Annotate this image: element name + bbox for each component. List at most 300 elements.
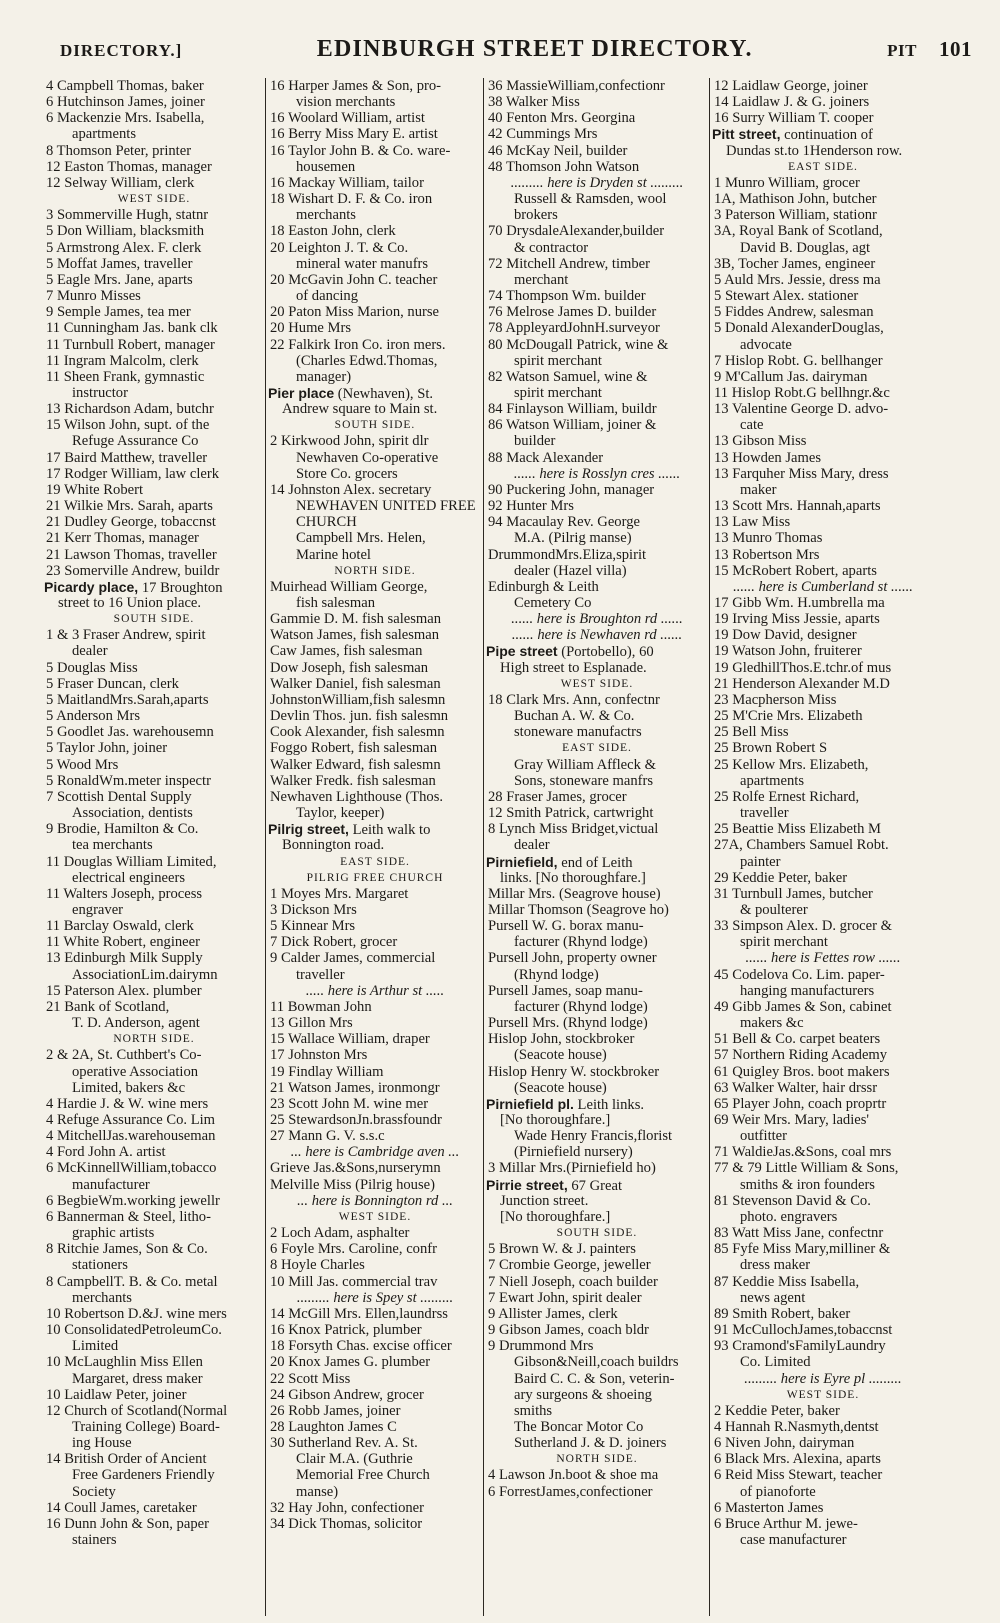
directory-entry: 63 Walker Walter, hair drssr bbox=[714, 1079, 878, 1096]
directory-entry: 4 MitchellJas.warehouseman bbox=[46, 1128, 216, 1145]
entry-continuation: The Boncar Motor Co bbox=[514, 1418, 644, 1435]
entry-continuation: maker bbox=[740, 481, 777, 498]
entry-continuation: (Rhynd lodge) bbox=[514, 966, 599, 983]
column-1 bbox=[44, 78, 264, 1616]
directory-entry: 5 Armstrong Alex. F. clerk bbox=[46, 239, 202, 256]
entry-continuation: outfitter bbox=[740, 1128, 788, 1145]
directory-entry: 10 ConsolidatedPetroleumCo. bbox=[46, 1322, 222, 1339]
directory-entry: 4 Hardie J. & W. wine mers bbox=[46, 1095, 209, 1112]
running-head bbox=[60, 36, 972, 72]
entry-continuation: traveller bbox=[740, 805, 789, 822]
directory-entry: 17 Baird Matthew, traveller bbox=[46, 449, 208, 466]
directory-entry: 10 Laidlaw Peter, joiner bbox=[46, 1386, 187, 1403]
street-heading bbox=[712, 126, 934, 142]
directory-entry: 12 Selway William, clerk bbox=[46, 174, 195, 191]
directory-entry: Cook Alexander, fish salesmn bbox=[270, 724, 445, 741]
directory-entry: 11 Bowman John bbox=[270, 998, 372, 1015]
entry-continuation: tea merchants bbox=[72, 837, 153, 854]
side-heading: WEST SIDE. bbox=[560, 677, 634, 690]
entry-continuation: engraver bbox=[72, 901, 124, 918]
directory-entry: 19 Irving Miss Jessie, aparts bbox=[714, 611, 880, 628]
entry-continuation: ary surgeons & shoeing bbox=[514, 1386, 652, 1403]
directory-entry: 9 Gibson James, coach bldr bbox=[488, 1322, 649, 1339]
directory-entry: 25 Rolfe Ernest Richard, bbox=[714, 788, 860, 805]
entry-continuation: Free Gardeners Friendly bbox=[72, 1467, 215, 1484]
directory-entry: 4 Hannah R.Nasmyth,dentst bbox=[714, 1418, 879, 1435]
directory-entry: 14 Laidlaw J. & G. joiners bbox=[714, 94, 870, 111]
entry-continuation: stainers bbox=[72, 1532, 117, 1549]
entry-continuation: NEWHAVEN UNITED FREE bbox=[296, 498, 476, 515]
directory-entry: 21 Kerr Thomas, manager bbox=[46, 530, 199, 547]
directory-entry: 57 Northern Riding Academy bbox=[714, 1047, 888, 1064]
directory-entry: 11 White Robert, engineer bbox=[46, 934, 200, 951]
directory-entry: 7 Scottish Dental Supply bbox=[46, 788, 192, 805]
directory-entry: 9 M'Callum Jas. dairyman bbox=[714, 368, 868, 385]
directory-entry: 85 Fyfe Miss Mary,milliner & bbox=[714, 1241, 891, 1258]
directory-entry: 5 Kinnear Mrs bbox=[270, 918, 356, 935]
entry-continuation: Co. Limited bbox=[740, 1354, 811, 1371]
street-name: Pilrig street, bbox=[268, 821, 349, 838]
entry-continuation: graphic artists bbox=[72, 1225, 155, 1242]
directory-entry: 61 Quigley Bros. boot makers bbox=[714, 1063, 890, 1080]
directory-entry: 6 Masterton James bbox=[714, 1499, 824, 1516]
street-description: street to 16 Union place. bbox=[58, 595, 202, 611]
directory-entry: 16 Harper James & Son, pro- bbox=[270, 78, 442, 94]
entry-continuation: merchants bbox=[296, 207, 356, 224]
street-extent: continuation of bbox=[780, 127, 873, 143]
directory-entry: 11 Turnbull Robert, manager bbox=[46, 336, 215, 353]
directory-entry: 90 Puckering John, manager bbox=[488, 481, 655, 498]
directory-entry: 24 Gibson Andrew, grocer bbox=[270, 1386, 424, 1403]
directory-entry: 9 Drummond Mrs bbox=[488, 1338, 594, 1355]
directory-entry: 15 Paterson Alex. plumber bbox=[46, 982, 202, 999]
directory-entry: Pursell W. G. borax manu- bbox=[488, 918, 644, 935]
street-description: Junction street. bbox=[500, 1192, 589, 1209]
directory-entry: 91 McCullochJames,tobaccnst bbox=[714, 1322, 893, 1339]
directory-entry: 88 Mack Alexander bbox=[488, 449, 604, 466]
column-3 bbox=[486, 78, 708, 1616]
directory-entry: 12 Smith Patrick, cartwright bbox=[488, 805, 654, 822]
directory-entry: 45 Codelova Co. Lim. paper- bbox=[714, 966, 885, 983]
directory-entry: 11 Ingram Malcolm, clerk bbox=[46, 352, 199, 369]
entry-continuation: ing House bbox=[72, 1435, 132, 1452]
directory-entry: 20 Leighton J. T. & Co. bbox=[270, 239, 409, 256]
directory-entry: 19 Dow David, designer bbox=[714, 627, 857, 644]
entry-continuation: Buchan A. W. & Co. bbox=[514, 708, 635, 725]
directory-entry: 12 Laidlaw George, joiner bbox=[714, 78, 868, 94]
directory-entry: Millar Mrs. (Seagrove house) bbox=[488, 885, 661, 902]
directory-entry: 13 Edinburgh Milk Supply bbox=[46, 950, 203, 967]
directory-entry: 46 McKay Neil, builder bbox=[488, 142, 628, 159]
directory-entry: 21 Watson James, ironmongr bbox=[270, 1079, 440, 1096]
directory-entry: 38 Walker Miss bbox=[488, 94, 580, 111]
directory-entry: 92 Hunter Mrs bbox=[488, 498, 574, 515]
directory-entry: 6 McKinnellWilliam,tobacco bbox=[46, 1160, 217, 1177]
side-heading: EAST SIDE. bbox=[788, 160, 858, 173]
entry-continuation: Clair M.A. (Guthrie bbox=[296, 1451, 413, 1468]
running-head-section: PIT bbox=[887, 41, 917, 60]
cross-street-marker: ......... here is Dryden st ......... bbox=[510, 174, 684, 191]
directory-entry: 11 Walters Joseph, process bbox=[46, 885, 203, 902]
directory-entry: 5 Douglas Miss bbox=[46, 659, 138, 676]
directory-entry: 84 Finlayson William, buildr bbox=[488, 401, 657, 418]
directory-entry: 21 Wilkie Mrs. Sarah, aparts bbox=[46, 498, 213, 515]
directory-entry: 27 Mann G. V. s.s.c bbox=[270, 1128, 385, 1145]
directory-entry: 29 Keddie Peter, baker bbox=[714, 869, 848, 886]
street-name: Pirrie street, bbox=[486, 1176, 568, 1193]
entry-continuation: Training College) Board- bbox=[72, 1418, 220, 1435]
side-heading: EAST SIDE. bbox=[340, 855, 410, 868]
directory-entry: 11 Barclay Oswald, clerk bbox=[46, 918, 194, 935]
directory-entry: 11 Cunningham Jas. bank clk bbox=[46, 320, 218, 337]
directory-entry: Foggo Robert, fish salesman bbox=[270, 740, 438, 757]
directory-entry: 10 Mill Jas. commercial trav bbox=[270, 1273, 438, 1290]
directory-entry: 8 Hoyle Charles bbox=[270, 1257, 365, 1274]
directory-entry: 13 Robertson Mrs bbox=[714, 546, 820, 563]
entry-continuation: vision merchants bbox=[296, 94, 396, 111]
cross-street-marker: ... here is Bonnington rd ... bbox=[297, 1192, 453, 1209]
side-heading: NORTH SIDE. bbox=[334, 564, 416, 577]
side-heading: WEST SIDE. bbox=[786, 1388, 860, 1401]
entry-continuation: Sons, stoneware manfrs bbox=[514, 772, 654, 789]
side-heading: PILRIG FREE CHURCH bbox=[306, 871, 444, 884]
directory-entry: 83 Watt Miss Jane, confectnr bbox=[714, 1225, 884, 1242]
side-heading: SOUTH SIDE. bbox=[113, 613, 195, 626]
directory-entry: 18 Forsyth Chas. excise officer bbox=[270, 1338, 452, 1355]
street-extent: 67 Great bbox=[567, 1177, 623, 1193]
directory-entry: 1 Moyes Mrs. Margaret bbox=[270, 885, 409, 902]
entry-continuation: manager) bbox=[296, 368, 352, 385]
column-4 bbox=[712, 78, 934, 1616]
entry-continuation: Campbell Mrs. Helen, bbox=[296, 530, 426, 547]
directory-entry: 7 Ewart John, spirit dealer bbox=[488, 1289, 642, 1306]
directory-entry: 4 Lawson Jn.boot & shoe ma bbox=[488, 1467, 659, 1484]
directory-entry: 20 Hume Mrs bbox=[270, 320, 352, 337]
directory-entry: DrummondMrs.Eliza,spirit bbox=[488, 546, 647, 563]
directory-entry: 5 Brown W. & J. painters bbox=[488, 1241, 636, 1258]
entry-continuation: (Charles Edwd.Thomas, bbox=[296, 352, 438, 369]
directory-entry: 71 WaldieJas.&Sons, coal mrs bbox=[714, 1144, 892, 1161]
directory-entry: 80 McDougall Patrick, wine & bbox=[488, 336, 669, 353]
directory-entry: 14 Coull James, caretaker bbox=[46, 1499, 197, 1516]
directory-entry: 15 Wilson John, supt. of the bbox=[46, 417, 210, 434]
entry-continuation: hanging manufacturers bbox=[740, 982, 875, 999]
directory-entry: 6 ForrestJames,confectioner bbox=[488, 1483, 653, 1500]
entry-continuation: Limited bbox=[72, 1338, 119, 1355]
directory-entry: 13 Munro Thomas bbox=[714, 530, 823, 547]
directory-entry: 8 CampbellT. B. & Co. metal bbox=[46, 1273, 218, 1290]
directory-entry: 1 & 3 Fraser Andrew, spirit bbox=[46, 627, 206, 644]
directory-entry: Grieve Jas.&Sons,nurserymn bbox=[270, 1160, 441, 1177]
street-name: Pirniefield pl. bbox=[486, 1095, 574, 1112]
entry-continuation: Refuge Assurance Co bbox=[72, 433, 199, 450]
street-name: Picardy place, bbox=[44, 578, 139, 595]
cross-street-marker: ...... here is Cumberland st ...... bbox=[733, 578, 913, 595]
directory-entry: 8 Ritchie James, Son & Co. bbox=[46, 1241, 208, 1258]
directory-entry: 42 Cummings Mrs bbox=[488, 126, 598, 143]
entry-continuation: apartments bbox=[740, 772, 805, 789]
directory-entry: Millar Thomson (Seagrove ho) bbox=[488, 901, 669, 918]
entry-continuation: spirit merchant bbox=[514, 384, 602, 401]
directory-entry: 6 Hutchinson James, joiner bbox=[46, 94, 205, 111]
directory-entry: 3B, Tocher James, engineer bbox=[714, 255, 876, 272]
directory-entry: 23 Scott John M. wine mer bbox=[270, 1095, 429, 1112]
entry-continuation: facturer (Rhynd lodge) bbox=[514, 934, 648, 951]
directory-entry: 12 Easton Thomas, manager bbox=[46, 158, 212, 175]
directory-entry: 93 Cramond'sFamilyLaundry bbox=[714, 1338, 886, 1355]
directory-entry: Pursell James, soap manu- bbox=[488, 982, 643, 999]
directory-entry: 7 Munro Misses bbox=[46, 288, 141, 305]
directory-entry: 27A, Chambers Samuel Robt. bbox=[714, 837, 889, 854]
directory-entry: 5 MaitlandMrs.Sarah,aparts bbox=[46, 691, 209, 708]
directory-entry: Walker Fredk. fish salesman bbox=[270, 772, 436, 789]
directory-entry: 5 Anderson Mrs bbox=[46, 708, 141, 725]
directory-entry: 36 MassieWilliam,confectionr bbox=[488, 78, 665, 94]
directory-entry: 94 Macaulay Rev. George bbox=[488, 514, 640, 531]
page-number: 101 bbox=[938, 37, 972, 61]
side-heading: NORTH SIDE. bbox=[556, 1453, 638, 1466]
street-name: Pitt street, bbox=[712, 126, 781, 143]
entry-continuation: facturer (Rhynd lodge) bbox=[514, 998, 648, 1015]
street-extent: (Newhaven), St. bbox=[334, 385, 434, 402]
directory-entry: 32 Hay John, confectioner bbox=[270, 1499, 424, 1516]
directory-entry: 25 Bell Miss bbox=[714, 724, 789, 741]
entry-continuation: manufacturer bbox=[72, 1176, 150, 1193]
directory-entry: 17 Gibb Wm. H.umbrella ma bbox=[714, 595, 885, 611]
directory-entry: 51 Bell & Co. carpet beaters bbox=[714, 1031, 881, 1048]
entry-continuation: Margaret, dress maker bbox=[72, 1370, 203, 1387]
directory-entry: 48 Thomson John Watson bbox=[488, 158, 640, 175]
directory-entry: 3 Millar Mrs.(Pirniefield ho) bbox=[488, 1160, 656, 1177]
street-name: Pipe street bbox=[486, 643, 558, 660]
directory-entry: 8 Lynch Miss Bridget,victual bbox=[488, 821, 659, 838]
directory-entry: 6 Niven John, dairyman bbox=[714, 1435, 855, 1452]
street-extent: (Portobello), 60 bbox=[557, 644, 654, 660]
directory-entry: 10 McLaughlin Miss Ellen bbox=[46, 1354, 203, 1371]
directory-entry: Dow Joseph, fish salesman bbox=[270, 659, 429, 676]
directory-entry: 25 StewardsonJn.brassfoundr bbox=[270, 1112, 442, 1128]
entry-continuation: AssociationLim.dairymn bbox=[72, 966, 218, 983]
directory-entry: 21 Bank of Scotland, bbox=[46, 998, 170, 1015]
directory-entry: 6 Bruce Arthur M. jewe- bbox=[714, 1515, 858, 1532]
entry-continuation: Gray William Affleck & bbox=[514, 756, 656, 773]
directory-entry: 1A, Mathison John, butcher bbox=[714, 191, 877, 208]
directory-entry: 5 Stewart Alex. stationer bbox=[714, 288, 859, 305]
directory-entry: 6 BegbieWm.working jewellr bbox=[46, 1192, 220, 1209]
entry-continuation: builder bbox=[514, 433, 556, 450]
directory-entry: 14 Johnston Alex. secretary bbox=[270, 481, 432, 498]
directory-entry: 86 Watson William, joiner & bbox=[488, 417, 657, 434]
street-heading bbox=[486, 1096, 708, 1112]
entry-continuation: Gibson&Neill,coach buildrs bbox=[514, 1354, 679, 1371]
directory-entry: 11 Douglas William Limited, bbox=[46, 853, 217, 870]
directory-entry: 9 Brodie, Hamilton & Co. bbox=[46, 821, 199, 838]
directory-entry: 16 Berry Miss Mary E. artist bbox=[270, 126, 438, 143]
side-heading: WEST SIDE. bbox=[338, 1210, 412, 1223]
entry-continuation: Limited, bakers &c bbox=[72, 1079, 186, 1096]
entry-continuation: David B. Douglas, agt bbox=[740, 239, 871, 256]
directory-entry: 3 Paterson William, stationr bbox=[714, 207, 877, 224]
directory-entry: 22 Scott Miss bbox=[270, 1370, 351, 1387]
directory-entry: 13 Gillon Mrs bbox=[270, 1015, 353, 1032]
cross-street-marker: ... here is Cambridge aven ... bbox=[290, 1144, 460, 1161]
directory-entry: 89 Smith Robert, baker bbox=[714, 1305, 851, 1322]
entry-continuation: Society bbox=[72, 1483, 116, 1500]
side-heading: NORTH SIDE. bbox=[113, 1033, 195, 1046]
street-description: links. [No thoroughfare.] bbox=[500, 869, 646, 886]
cross-street-marker: ......... here is Eyre pl ......... bbox=[744, 1370, 902, 1387]
entry-continuation: makers &c bbox=[740, 1015, 804, 1032]
entry-continuation: manse) bbox=[296, 1483, 339, 1500]
directory-entry: 16 Knox Patrick, plumber bbox=[270, 1322, 422, 1339]
street-extent: Leith links. bbox=[573, 1096, 645, 1112]
directory-entry: 9 Allister James, clerk bbox=[488, 1305, 618, 1322]
directory-entry: 25 Kellow Mrs. Elizabeth, bbox=[714, 756, 869, 773]
directory-entry: 11 Sheen Frank, gymnastic bbox=[46, 368, 205, 385]
entry-continuation: operative Association bbox=[72, 1063, 199, 1080]
street-heading bbox=[486, 643, 708, 659]
directory-entry: 3A, Royal Bank of Scotland, bbox=[714, 223, 883, 240]
directory-entry: 7 Crombie George, jeweller bbox=[488, 1257, 651, 1274]
directory-entry: 3 Dickson Mrs bbox=[270, 901, 357, 918]
directory-entry: 2 Kirkwood John, spirit dlr bbox=[270, 433, 429, 450]
directory-entry: 33 Simpson Alex. D. grocer & bbox=[714, 918, 892, 935]
street-heading bbox=[268, 385, 482, 401]
directory-entry: 77 & 79 Little William & Sons, bbox=[714, 1160, 899, 1177]
directory-entry: 15 McRobert Robert, aparts bbox=[714, 562, 877, 579]
directory-entry: 5 Auld Mrs. Jessie, dress ma bbox=[714, 271, 881, 288]
directory-entry: 11 Hislop Robt.G bellhngr.&c bbox=[714, 384, 890, 401]
directory-entry: 6 Black Mrs. Alexina, aparts bbox=[714, 1451, 881, 1468]
directory-entry: 28 Laughton James C bbox=[270, 1418, 397, 1435]
entry-continuation: Taylor, keeper) bbox=[296, 805, 385, 822]
column-rule bbox=[483, 78, 484, 1616]
entry-continuation: Cemetery Co bbox=[514, 595, 592, 611]
directory-entry: Walker Edward, fish salesmn bbox=[270, 756, 441, 773]
entry-continuation: Russell & Ramsden, wool bbox=[514, 191, 667, 208]
entry-continuation: apartments bbox=[72, 126, 137, 143]
directory-entry: 5 Fiddes Andrew, salesman bbox=[714, 304, 874, 321]
entry-continuation: case manufacturer bbox=[740, 1532, 847, 1549]
directory-entry: 16 Mackay William, tailor bbox=[270, 174, 424, 191]
entry-continuation: Memorial Free Church bbox=[296, 1467, 430, 1484]
entry-continuation: smiths bbox=[514, 1402, 553, 1419]
directory-entry: 20 McGavin John C. teacher bbox=[270, 271, 438, 288]
directory-entry: 19 White Robert bbox=[46, 481, 144, 498]
directory-entry: 26 Robb James, joiner bbox=[270, 1402, 401, 1419]
street-name: Pier place bbox=[268, 384, 335, 401]
directory-entry: Watson James, fish salesman bbox=[270, 627, 440, 644]
directory-entry: 13 Richardson Adam, butchr bbox=[46, 401, 214, 418]
entry-continuation: & contractor bbox=[514, 239, 589, 256]
entry-continuation: Newhaven Co-operative bbox=[296, 449, 439, 466]
directory-entry: 9 Calder James, commercial bbox=[270, 950, 436, 967]
street-description: [No thoroughfare.] bbox=[500, 1112, 611, 1128]
entry-continuation: painter bbox=[740, 853, 781, 870]
directory-entry: 19 GledhillThos.E.tchr.of mus bbox=[714, 659, 892, 676]
directory-entry: 21 Lawson Thomas, traveller bbox=[46, 546, 217, 563]
directory-entry: 12 Church of Scotland(Normal bbox=[46, 1402, 228, 1419]
entry-continuation: spirit merchant bbox=[514, 352, 602, 369]
directory-entry: 2 Loch Adam, asphalter bbox=[270, 1225, 410, 1242]
directory-entry: Newhaven Lighthouse (Thos. bbox=[270, 788, 444, 805]
directory-entry: 21 Dudley George, tobaccnst bbox=[46, 514, 216, 531]
directory-entry: 23 Somerville Andrew, buildr bbox=[46, 562, 220, 579]
entry-continuation: merchants bbox=[72, 1289, 132, 1306]
directory-entry: 16 Surry William T. cooper bbox=[714, 110, 874, 127]
directory-entry: Caw James, fish salesman bbox=[270, 643, 423, 660]
directory-entry: 4 Ford John A. artist bbox=[46, 1144, 166, 1161]
directory-entry: 17 Rodger William, law clerk bbox=[46, 465, 220, 482]
directory-entry: 78 AppleyardJohnH.surveyor bbox=[488, 320, 660, 337]
street-description: High street to Esplanade. bbox=[500, 659, 647, 676]
directory-entry: 17 Johnston Mrs bbox=[270, 1047, 368, 1064]
street-description: Andrew square to Main st. bbox=[282, 401, 438, 418]
directory-entry: 2 & 2A, St. Cuthbert's Co- bbox=[46, 1047, 202, 1064]
directory-entry: 10 Robertson D.&J. wine mers bbox=[46, 1305, 227, 1322]
directory-entry: 8 Thomson Peter, printer bbox=[46, 142, 192, 159]
cross-street-marker: ...... here is Newhaven rd ...... bbox=[511, 627, 683, 644]
directory-entry: 6 Reid Miss Stewart, teacher bbox=[714, 1467, 883, 1484]
directory-entry: 25 Beattie Miss Elizabeth M bbox=[714, 821, 881, 838]
directory-entry: 18 Clark Mrs. Ann, confectnr bbox=[488, 691, 660, 708]
street-extent: 17 Broughton bbox=[138, 579, 223, 595]
directory-entry: 40 Fenton Mrs. Georgina bbox=[488, 110, 636, 127]
street-name: Pirniefield, bbox=[486, 853, 558, 870]
entry-continuation: of pianoforte bbox=[740, 1483, 816, 1500]
directory-entry: 16 Dunn John & Son, paper bbox=[46, 1515, 209, 1532]
directory-entry: 15 Wallace William, draper bbox=[270, 1031, 430, 1048]
directory-entry: 19 Watson John, fruiterer bbox=[714, 643, 862, 660]
side-heading: WEST SIDE. bbox=[117, 193, 191, 206]
entry-continuation: traveller bbox=[296, 966, 345, 983]
directory-entry: 87 Keddie Miss Isabella, bbox=[714, 1273, 860, 1290]
street-description: Bonnington road. bbox=[282, 837, 385, 854]
entry-continuation: fish salesman bbox=[296, 595, 376, 611]
directory-entry: 5 Donald AlexanderDouglas, bbox=[714, 320, 884, 337]
directory-entry: Pursell John, property owner bbox=[488, 950, 657, 967]
entry-continuation: dress maker bbox=[740, 1257, 811, 1274]
entry-continuation: Store Co. grocers bbox=[296, 465, 398, 482]
entry-continuation: instructor bbox=[72, 384, 128, 401]
directory-entry: 5 Don William, blacksmith bbox=[46, 223, 205, 240]
directory-entry: 14 McGill Mrs. Ellen,laundrss bbox=[270, 1305, 448, 1322]
directory-entry: JohnstonWilliam,fish salesmn bbox=[270, 691, 446, 708]
running-head-right bbox=[887, 37, 972, 62]
directory-entry: 28 Fraser James, grocer bbox=[488, 788, 627, 805]
directory-entry: 74 Thompson Wm. builder bbox=[488, 288, 646, 305]
directory-entry: 81 Stevenson David & Co. bbox=[714, 1192, 871, 1209]
directory-entry: 72 Mitchell Andrew, timber bbox=[488, 255, 650, 272]
cross-street-marker: ...... here is Broughton rd ...... bbox=[511, 611, 683, 628]
directory-entry: 4 Campbell Thomas, baker bbox=[46, 78, 204, 94]
directory-entry: 5 Wood Mrs bbox=[46, 756, 119, 773]
entry-continuation: merchant bbox=[514, 271, 569, 288]
cross-street-marker: ...... here is Fettes row ...... bbox=[745, 950, 901, 967]
directory-entry: Melville Miss (Pilrig house) bbox=[270, 1176, 435, 1193]
directory-entry: 2 Keddie Peter, baker bbox=[714, 1402, 840, 1419]
side-heading: SOUTH SIDE. bbox=[334, 419, 416, 432]
directory-entry: 22 Falkirk Iron Co. iron mers. bbox=[270, 336, 446, 353]
directory-entry: 5 Eagle Mrs. Jane, aparts bbox=[46, 271, 193, 288]
directory-entry: 1 Munro William, grocer bbox=[714, 174, 860, 191]
directory-entry: Hislop Henry W. stockbroker bbox=[488, 1063, 660, 1080]
street-description: Dundas st.to 1Henderson row. bbox=[726, 142, 903, 159]
side-heading: SOUTH SIDE. bbox=[556, 1227, 638, 1240]
directory-entry: Walker Daniel, fish salesman bbox=[270, 675, 441, 692]
running-head-left: DIRECTORY.] bbox=[60, 41, 183, 60]
entry-continuation: Sutherland J. & D. joiners bbox=[514, 1435, 667, 1452]
